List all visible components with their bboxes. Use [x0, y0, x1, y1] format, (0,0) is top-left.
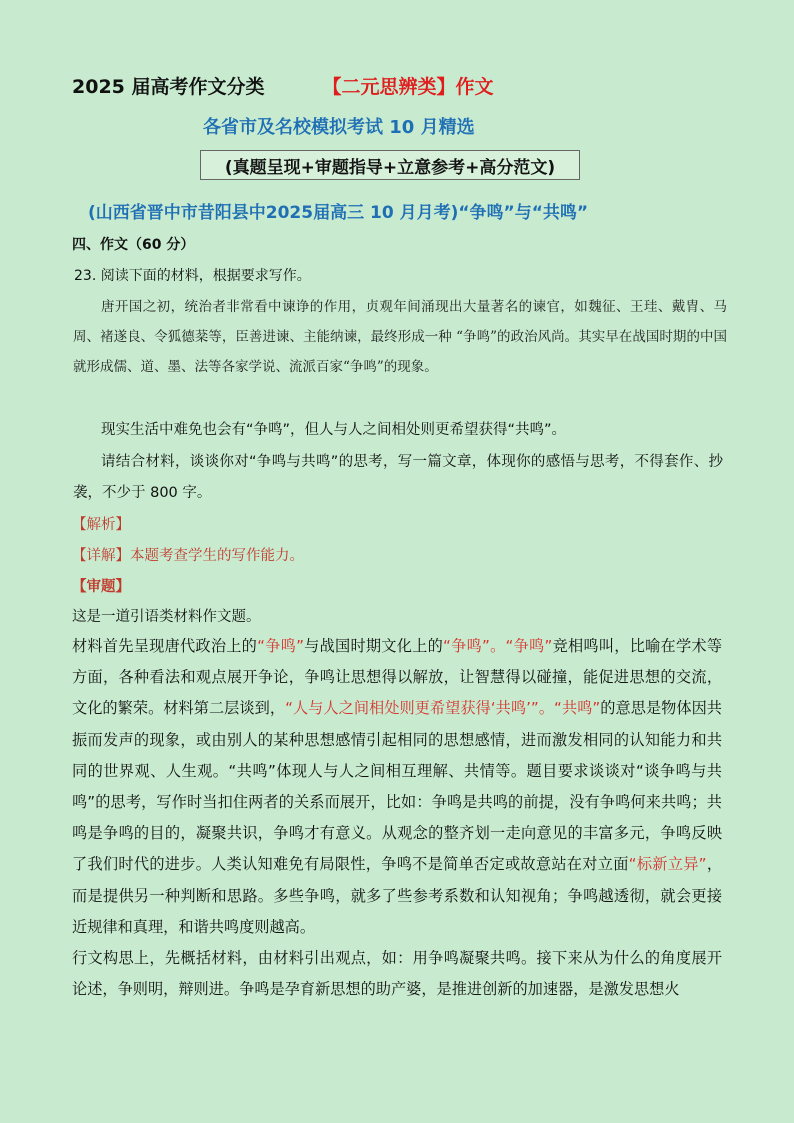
analysis-paragraph — [72, 631, 722, 943]
doc-title — [72, 72, 494, 99]
shenti-label: 【审题】 — [72, 579, 130, 595]
question-paragraph-1: 现实生活中难免也会有“争鸣”，但人与人之间相处则更希望获得“共鸣”。 — [101, 422, 567, 438]
analysis-text-a: 材料首先呈现唐代政治上的 — [72, 637, 258, 655]
question-number-line: 23. 阅读下面的材料，根据要求写作。 — [74, 268, 311, 284]
section-heading: 四、作文（60 分） — [72, 237, 195, 253]
highlight-zhengming-2: “争鸣”。“争鸣” — [443, 637, 553, 655]
highlight-gongming: “人与人之间相处则更希望获得‘共鸣’”。“共鸣” — [285, 699, 601, 718]
question-material: 唐开国之初，统治者非常看中谏诤的作用，贞观年间涌现出大量著名的谏官，如魏征、王珪、戴胄、马周、褚遂良、令狐德棻等，臣善进谏、主能纳谏，最终形成一种 “争鸣”的政治风尚。其实早在战国时期的中国就形成儒、道、墨、法等各家学说、流派百家“争鸣”的现象。 — [73, 299, 727, 375]
analysis-text-e: ，而是提供另一种判断和思路。多些争鸣，就多了些参考系数和认知视角；争鸣越透彻，就会更接近规律和真理，和谐共鸣度则越高。 — [72, 855, 723, 936]
doc-title-prefix: 2025 届高考作文分类 — [72, 76, 265, 98]
exam-source-title: (山西省晋中市昔阳县中2025届高三 10 月月考)“争鸣”与“共鸣” — [88, 203, 589, 223]
question-paragraph-2: 请结合材料，谈谈你对“争鸣与共鸣”的思考，写一篇文章，体现你的感悟与思考，不得套作、抄袭，不少于 800 字。 — [73, 454, 723, 501]
analysis-text-b: 与战国时期文化上的 — [303, 637, 444, 655]
boxed-subtitle — [200, 150, 580, 180]
detail-line: 【详解】本题考查学生的写作能力。 — [72, 548, 304, 564]
jiexi-label: 【解析】 — [72, 517, 130, 533]
intro-line: 这是一道引语类材料作文题。 — [72, 609, 261, 625]
highlight-zhengming-1: “争鸣” — [257, 637, 304, 655]
doc-title-category: 【二元思辨类】作文 — [322, 76, 494, 98]
doc-subtitle: 各省市及名校模拟考试 10 月精选 — [203, 117, 475, 138]
analysis-text-c: 竞相鸣叫，比喻在学术等方面，各种看法和观点展开争论，争鸣让思想得以解放，让智慧得以碰撞，能促进思想的交流，文化的繁荣。材料第二层谈到， — [72, 637, 723, 718]
highlight-biaoxinliyi: “标新立异” — [628, 855, 707, 874]
boxed-subtitle-text: (真题呈现+审题指导+立意参考+高分范文) — [224, 157, 556, 178]
structure-paragraph: 行文构思上，先概括材料，由材料引出观点，如：用争鸣凝聚共鸣。接下来从为什么的角度展开论述，争则明，辩则进。争鸣是孕育新思想的助产婆，是推进创新的加速器，是激发思想火 — [72, 949, 722, 999]
analysis-text-d: 的意思是物体因共振而发声的现象，或由别人的某种思想感情引起相同的思想感情，进而激发相同的认知能力和共同的世界观、人生观。“共鸣”体现人与人之间相互理解、共情等。题目要求谈谈对“谈争鸣与共鸣”的思考，写作时当扣住两者的关系而展开，比如：争鸣是共鸣的前提，没有争鸣何来共鸣；共鸣是争鸣的目的，凝聚共识，争鸣才有意义。从观念的整齐划一走向意见的丰富多元，争鸣反映了我们时代的进步。人类认知难免有局限性，争鸣不是简单否定或故意站在对立面 — [72, 699, 722, 874]
